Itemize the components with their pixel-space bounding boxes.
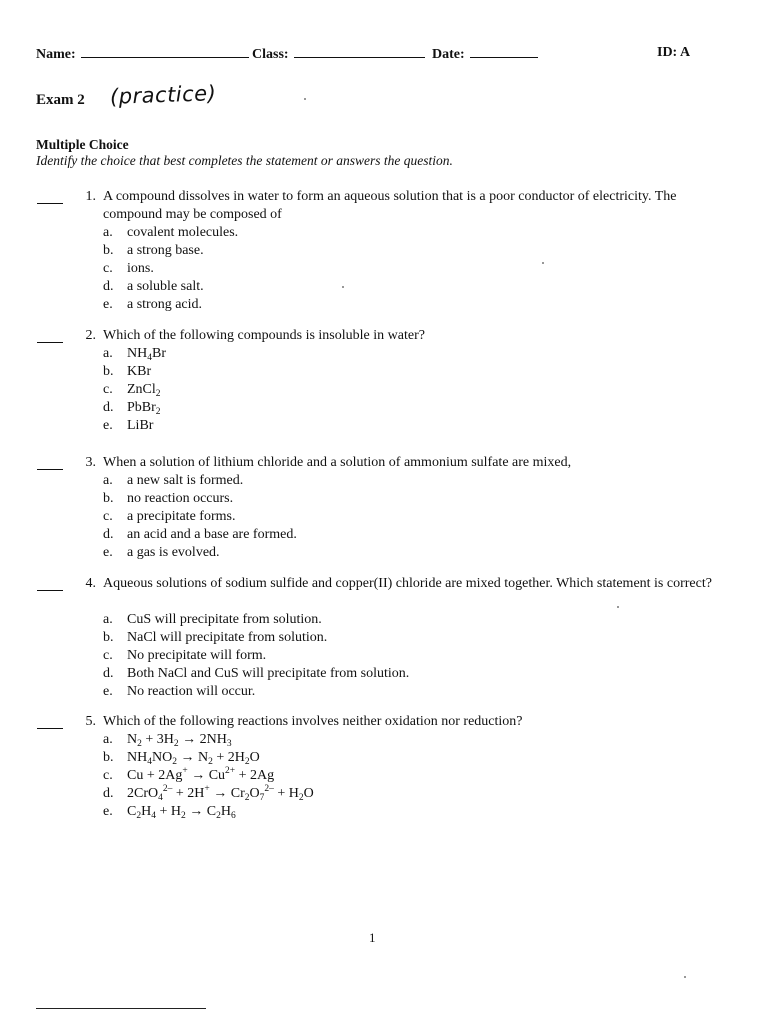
name-label: Name: <box>36 47 76 62</box>
choice-text: Both NaCl and CuS will precipitate from solution. <box>127 666 410 681</box>
question-text: Aqueous solutions of sodium sulfide and copper(II) chloride are mixed together. Which statement is correct? <box>103 576 712 591</box>
choice-text: $Cu + 2Ag^+ \to Cu^{2+} + 2Ag$ <box>127 766 275 783</box>
choice-text: an acid and a base are formed. <box>127 527 297 542</box>
choice-text: ZnCl$_2$ <box>127 382 161 399</box>
choice-c: c. ions. <box>103 261 154 276</box>
choice-text: $NH_4NO_2 \to N_2 + 2H_2O$ <box>127 750 260 767</box>
choice-text: $C_2H_4 + H_2 \to C_2H_6$ <box>127 804 236 821</box>
choice-text: No reaction will occur. <box>127 684 256 699</box>
choice-c: c. ZnCl$_2$ <box>103 382 161 399</box>
choice-b: b. KBr <box>103 364 152 379</box>
choice-e: e. a strong acid. <box>103 297 203 312</box>
scan-speck <box>684 976 686 978</box>
choice-e: e. No reaction will occur. <box>103 684 256 699</box>
choice-text: no reaction occurs. <box>127 491 234 506</box>
handwritten-note: (practice) <box>109 81 217 109</box>
date-field <box>432 45 538 63</box>
choice-list <box>103 611 409 701</box>
question-text: Which of the following compounds is insoluble in water? <box>103 328 425 343</box>
question-text: Which of the following reactions involves neither oxidation nor reduction? <box>103 714 523 729</box>
choice-e: e. LiBr <box>103 418 154 433</box>
choice-text: PbBr$_2$ <box>127 400 161 417</box>
exam-title: Exam 2 <box>36 92 85 108</box>
choice-a: a. CuS will precipitate from solution. <box>103 612 322 627</box>
class-field <box>252 45 425 63</box>
choice-c: c. a precipitate forms. <box>103 509 236 524</box>
section-title: Multiple Choice <box>36 137 129 152</box>
question-number: 4. <box>85 576 96 591</box>
choice-b: b. no reaction occurs. <box>103 491 234 506</box>
choice-list <box>103 472 297 562</box>
question-number: 1. <box>85 189 96 204</box>
choice-text: covalent molecules. <box>127 225 239 240</box>
choice-a: a. $N_2 + 3H_2 \to 2NH_3$ <box>103 732 232 749</box>
choice-a: a. a new salt is formed. <box>103 473 244 488</box>
choice-text: CuS will precipitate from solution. <box>127 612 322 627</box>
scan-speck <box>342 286 344 288</box>
answer-blank[interactable] <box>37 469 63 470</box>
name-blank[interactable] <box>81 45 249 58</box>
choice-text: $N_2 + 3H_2 \to 2NH_3$ <box>127 732 232 749</box>
choice-d: d. a soluble salt. <box>103 279 204 294</box>
choice-text: a strong base. <box>127 243 204 258</box>
choice-text: a strong acid. <box>127 297 203 312</box>
answer-blank[interactable] <box>37 728 63 729</box>
choice-e: e. a gas is evolved. <box>103 545 220 560</box>
choice-c: c. No precipitate will form. <box>103 648 267 663</box>
choice-text: a gas is evolved. <box>127 545 220 560</box>
answer-blank[interactable] <box>37 203 63 204</box>
choice-text: NaCl will precipitate from solution. <box>127 630 328 645</box>
choice-text: $NH_4Br$ <box>127 346 166 363</box>
choice-a: a. covalent molecules. <box>103 225 239 240</box>
choice-text: a precipitate forms. <box>127 509 236 524</box>
section-instruction: Identify the choice that best completes the statement or answers the question. <box>36 153 453 168</box>
answer-blank[interactable] <box>37 590 63 591</box>
scan-speck <box>304 98 306 100</box>
footer-rule <box>36 1008 206 1009</box>
question-number: 2. <box>85 328 96 343</box>
choice-list <box>103 731 314 821</box>
id-label: ID: A <box>657 45 691 60</box>
choice-text: a new salt is formed. <box>127 473 244 488</box>
name-field <box>36 45 249 63</box>
choice-a: a. $NH_4Br$ <box>103 346 166 363</box>
choice-b: b. a strong base. <box>103 243 204 258</box>
answer-blank[interactable] <box>37 342 63 343</box>
choice-list <box>103 224 238 314</box>
question-text: When a solution of lithium chloride and a solution of ammonium sulfate are mixed, <box>103 455 572 470</box>
choice-d: d. PbBr$_2$ <box>103 400 161 417</box>
choice-d: d. Both NaCl and CuS will precipitate from solution. <box>103 666 410 681</box>
question-number: 3. <box>85 455 96 470</box>
question-text: A compound dissolves in water to form an aqueous solution that is a poor conductor of electricity. The compound may be composed of <box>103 189 677 222</box>
scan-speck <box>542 262 544 264</box>
class-blank[interactable] <box>294 45 425 58</box>
choice-list <box>103 345 166 435</box>
choice-d: d. an acid and a base are formed. <box>103 527 297 542</box>
class-label: Class: <box>252 47 289 62</box>
date-blank[interactable] <box>470 45 538 58</box>
choice-text: LiBr <box>127 418 154 433</box>
date-label: Date: <box>432 47 465 62</box>
page-number: 1 <box>369 930 376 945</box>
choice-e: e. $C_2H_4 + H_2 \to C_2H_6$ <box>103 804 236 821</box>
question-number: 5. <box>85 714 96 729</box>
choice-b: b. NaCl will precipitate from solution. <box>103 630 328 645</box>
choice-b: b. $NH_4NO_2 \to N_2 + 2H_2O$ <box>103 750 260 767</box>
choice-text: $2CrO_4^{2-} + 2H^+ \to Cr_2O_7^{2-} + H_2O$ <box>127 784 314 803</box>
scan-speck <box>617 606 619 608</box>
choice-text: KBr <box>127 364 152 379</box>
choice-text: a soluble salt. <box>127 279 204 294</box>
choice-c: c. $Cu + 2Ag^+ \to Cu^{2+} + 2Ag$ <box>103 766 275 783</box>
choice-text: No precipitate will form. <box>127 648 267 663</box>
choice-text: ions. <box>127 261 154 276</box>
choice-d: d. $2CrO_4^{2-} + 2H^+ \to Cr_2O_7^{2-} + H_2O$ <box>103 784 314 803</box>
